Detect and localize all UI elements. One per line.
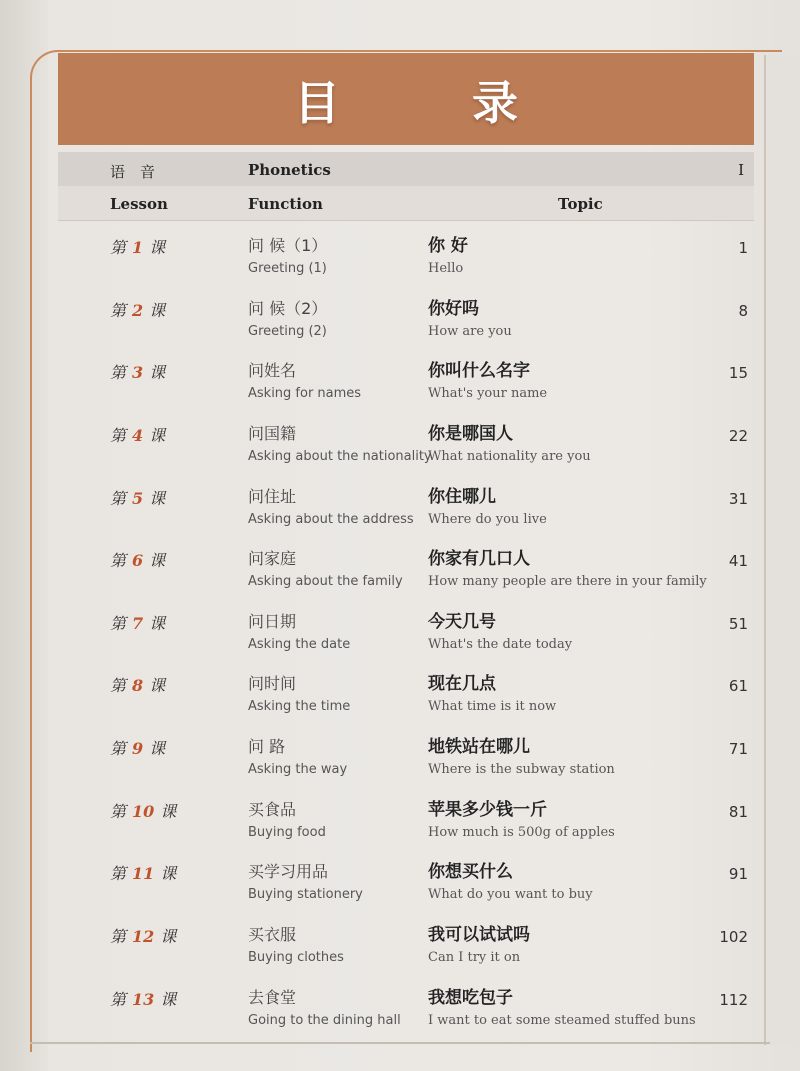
function-cn: 问 候（1）	[248, 236, 328, 255]
function-cn: 问日期	[248, 612, 297, 631]
lesson-suffix: 课	[160, 927, 177, 946]
page-number[interactable]: 81	[728, 803, 748, 821]
topic-en: How are you	[428, 324, 512, 339]
lesson-suffix: 课	[149, 614, 166, 633]
lesson-row[interactable]	[58, 859, 754, 919]
topic-cn: 我可以试试吗	[428, 925, 530, 945]
lesson-number	[110, 235, 165, 258]
function-cn: 问姓名	[248, 361, 297, 380]
function-header: Function	[248, 195, 323, 213]
lesson-num: 5	[132, 489, 144, 508]
lesson-num: 3	[132, 363, 144, 382]
page-number[interactable]: 41	[728, 552, 748, 570]
topic-en: I want to eat some steamed stuffed buns	[428, 1013, 696, 1028]
topic-cn: 你 好	[428, 236, 468, 256]
topic-en: Hello	[428, 261, 464, 276]
topic-en: What nationality are you	[428, 449, 591, 464]
lesson-num: 1	[132, 238, 144, 257]
page-number[interactable]: 71	[728, 740, 748, 758]
page-number[interactable]: 8	[738, 302, 748, 320]
topic-cn: 你住哪儿	[428, 487, 496, 507]
function-cn: 买学习用品	[248, 862, 329, 881]
page-number[interactable]: 1	[738, 239, 748, 257]
lesson-number	[110, 799, 176, 822]
lesson-prefix: 第	[110, 363, 127, 382]
function-cn: 问家庭	[248, 549, 297, 568]
function-en: Greeting (1)	[248, 261, 327, 276]
function-cn: 问 候（2）	[248, 299, 328, 318]
topic-en: What do you want to buy	[428, 887, 593, 902]
lesson-prefix: 第	[110, 927, 127, 946]
function-en: Asking for names	[248, 386, 362, 401]
lesson-suffix: 课	[149, 739, 166, 758]
function-en: Greeting (2)	[248, 324, 327, 339]
function-cn: 买食品	[248, 800, 297, 819]
lesson-num: 8	[132, 676, 144, 695]
function-en: Asking the way	[248, 762, 348, 777]
lesson-row[interactable]	[58, 985, 754, 1045]
lesson-number	[110, 548, 165, 571]
lesson-num: 12	[132, 927, 155, 946]
lesson-row[interactable]	[58, 484, 754, 544]
function-cn: 去食堂	[248, 988, 297, 1007]
lesson-prefix: 第	[110, 301, 127, 320]
lesson-prefix: 第	[110, 676, 127, 695]
lesson-suffix: 课	[160, 802, 177, 821]
topic-header: Topic	[558, 195, 603, 213]
function-en: Asking about the family	[248, 574, 403, 589]
lesson-number	[110, 298, 165, 321]
page-number[interactable]: 102	[719, 928, 748, 946]
lesson-row[interactable]	[58, 734, 754, 794]
lesson-number	[110, 861, 176, 884]
phonetics-page: I	[738, 161, 744, 179]
function-en: Buying food	[248, 825, 326, 840]
topic-cn: 你叫什么名字	[428, 361, 530, 381]
lesson-suffix: 课	[149, 363, 166, 382]
lesson-row[interactable]	[58, 358, 754, 418]
lesson-num: 2	[132, 301, 144, 320]
topic-cn: 今天几号	[428, 612, 496, 632]
lesson-num: 6	[132, 551, 144, 570]
page-number[interactable]: 51	[728, 615, 748, 633]
lesson-number	[110, 736, 165, 759]
lesson-suffix: 课	[149, 301, 166, 320]
topic-cn: 现在几点	[428, 674, 496, 694]
function-cn: 问国籍	[248, 424, 297, 443]
page-number[interactable]: 31	[728, 490, 748, 508]
function-en: Asking the date	[248, 637, 351, 652]
right-page-edge	[764, 55, 800, 1045]
column-header	[58, 186, 754, 221]
lesson-suffix: 课	[149, 551, 166, 570]
topic-en: How many people are there in your family	[428, 574, 707, 589]
bottom-divider	[30, 1042, 770, 1044]
topic-cn: 我想吃包子	[428, 988, 513, 1008]
lesson-row[interactable]	[58, 609, 754, 669]
lesson-prefix: 第	[110, 489, 127, 508]
lesson-num: 7	[132, 614, 144, 633]
function-en: Asking the time	[248, 699, 351, 714]
title-banner	[58, 53, 754, 145]
lesson-prefix: 第	[110, 990, 127, 1009]
lesson-number	[110, 924, 176, 947]
page-title: 目 录	[293, 76, 576, 130]
lesson-suffix: 课	[149, 238, 166, 257]
lesson-number	[110, 673, 165, 696]
function-en: Buying clothes	[248, 950, 344, 965]
phonetics-row	[58, 152, 754, 186]
lesson-row[interactable]	[58, 546, 754, 606]
lesson-prefix: 第	[110, 238, 127, 257]
function-cn: 问住址	[248, 487, 297, 506]
page-number[interactable]: 112	[719, 991, 748, 1009]
topic-cn: 你是哪国人	[428, 424, 513, 444]
phonetics-en: Phonetics	[248, 161, 331, 179]
lesson-row[interactable]	[58, 797, 754, 857]
lesson-row[interactable]	[58, 922, 754, 982]
lesson-header: Lesson	[110, 195, 168, 213]
topic-cn: 苹果多少钱一斤	[428, 800, 547, 820]
lesson-number	[110, 360, 165, 383]
page-number[interactable]: 61	[728, 677, 748, 695]
lesson-num: 4	[132, 426, 144, 445]
topic-en: Can I try it on	[428, 950, 521, 965]
topic-en: What time is it now	[428, 699, 557, 714]
lesson-suffix: 课	[149, 426, 166, 445]
function-cn: 问 路	[248, 737, 286, 756]
lesson-row[interactable]	[58, 296, 754, 356]
phonetics-cn: 语 音	[110, 163, 156, 181]
lesson-num: 10	[132, 802, 155, 821]
topic-cn: 你好吗	[428, 299, 479, 319]
topic-cn: 你想买什么	[428, 862, 513, 882]
lesson-number	[110, 987, 176, 1010]
lesson-suffix: 课	[160, 864, 177, 883]
lesson-row[interactable]	[58, 671, 754, 731]
lesson-number	[110, 423, 165, 446]
page-number[interactable]: 22	[728, 427, 748, 445]
topic-en: Where do you live	[428, 512, 547, 527]
lesson-suffix: 课	[149, 489, 166, 508]
lesson-suffix: 课	[160, 990, 177, 1009]
lesson-suffix: 课	[149, 676, 166, 695]
topic-en: How much is 500g of apples	[428, 825, 615, 840]
lesson-num: 13	[132, 990, 155, 1009]
topic-cn: 地铁站在哪儿	[428, 737, 530, 757]
page-number[interactable]: 91	[728, 865, 748, 883]
lesson-prefix: 第	[110, 864, 127, 883]
page-number[interactable]: 15	[728, 364, 748, 382]
lesson-prefix: 第	[110, 802, 127, 821]
function-cn: 买衣服	[248, 925, 297, 944]
topic-cn: 你家有几口人	[428, 549, 530, 569]
function-en: Asking about the nationality	[248, 449, 432, 464]
function-en: Asking about the address	[248, 512, 414, 527]
lesson-num: 11	[132, 864, 155, 883]
lesson-number	[110, 611, 165, 634]
lesson-row[interactable]	[58, 421, 754, 481]
topic-en: What's your name	[428, 386, 548, 401]
function-en: Going to the dining hall	[248, 1013, 401, 1028]
topic-en: What's the date today	[428, 637, 573, 652]
lesson-row[interactable]	[58, 233, 754, 293]
lesson-prefix: 第	[110, 739, 127, 758]
lesson-prefix: 第	[110, 426, 127, 445]
lesson-num: 9	[132, 739, 144, 758]
function-en: Buying stationery	[248, 887, 363, 902]
function-cn: 问时间	[248, 674, 297, 693]
topic-en: Where is the subway station	[428, 762, 615, 777]
lesson-prefix: 第	[110, 551, 127, 570]
lesson-prefix: 第	[110, 614, 127, 633]
lesson-number	[110, 486, 165, 509]
